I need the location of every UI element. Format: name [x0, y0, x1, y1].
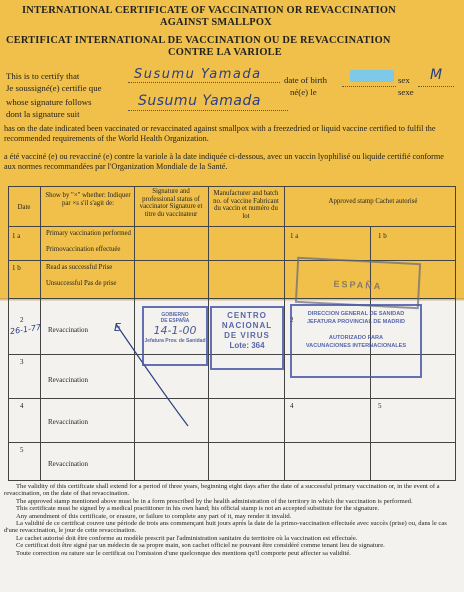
- row-5-num: 5: [20, 446, 24, 454]
- stamp-4-label: 4: [290, 402, 294, 410]
- holder-signature: Susumu Yamada: [138, 93, 261, 109]
- jefatura-stamp: [290, 304, 422, 378]
- row-1a-label: 1 a: [12, 232, 21, 240]
- jefatura-line4: VACUNACIONES INTERNACIONALES: [305, 343, 407, 349]
- certify-label-en: This is to certify that: [6, 71, 80, 81]
- jefatura-line3: AUTORIZADO PARA: [328, 335, 384, 341]
- gobierno-line3: Jefatura Prov. de Sanidad: [144, 338, 206, 344]
- certify-label-fr: Je soussigné(e) certifie que: [6, 83, 102, 93]
- read-successful: Read as successful Prise: [46, 264, 113, 271]
- centro-line2: NACIONAL: [221, 321, 273, 330]
- col-date: Date: [17, 204, 31, 211]
- stamp-5-label: 5: [378, 402, 382, 410]
- sex-underline: [418, 86, 454, 87]
- centro-line3: DE VIRUS: [224, 331, 270, 340]
- footer-note-6: Le cachet autorisé doit être conforme au modèle prescrit par l'administration sanitaire du territoire où la vaccination est effectuée.: [16, 534, 358, 542]
- row-3-num: 3: [20, 358, 24, 366]
- title-fr-line1: CERTIFICAT INTERNATIONAL DE VACCINATION OU DE REVACCINATION: [6, 35, 391, 46]
- footer-notes: [4, 483, 458, 557]
- col-show: Show by "×" whether: Indiquer par ×s s'il s'agit de:: [45, 192, 131, 207]
- col-signature: Signature and professional status of vaccinator Signature et titre du vaccinateur: [139, 188, 203, 218]
- signature-label-fr: dont la signature suit: [6, 109, 80, 119]
- row-2-label: Revaccination: [48, 326, 89, 334]
- espana-stamp: [295, 257, 421, 309]
- title-en-line2: AGAINST SMALLPOX: [160, 17, 272, 28]
- title-en-line1: INTERNATIONAL CERTIFICATE OF VACCINATION OR REVACCINATION: [22, 5, 396, 16]
- jefatura-line2: JEFATURA PROVINCIAL DE MADRID: [306, 319, 406, 325]
- footer-note-4: Any amendment of this certificate, or erasure, or failure to complete any part of it, may render it invalid.: [16, 512, 292, 520]
- centro-line1: CENTRO: [227, 311, 267, 320]
- dob-label-fr: né(e) le: [290, 87, 317, 97]
- footer-note-7: Ce certificat doit être signé par un médecin de sa propre main, son cachet officiel ne pouvant être considéré comme tenant lieu de signature.: [16, 542, 385, 550]
- stamp-1b-label: 1 b: [378, 232, 387, 240]
- espana-stamp-text: ESPAÑA: [333, 278, 383, 292]
- sex-label-fr: sexe: [398, 87, 414, 97]
- stamp-1a-label: 1 a: [290, 232, 299, 240]
- gobierno-line1: GOBIERNO: [161, 312, 189, 318]
- statement-en: has on the date indicated been vaccinated or revaccinated against smallpox with a freezedried or liquid vaccine certified to fulfil the recommended requirements of the World Health Organization.: [4, 124, 436, 143]
- signature-underline: [128, 110, 288, 111]
- footer-note-1: The validity of this certificate shall extend for a period of three years, beginning eight days after the date of a successful primary vaccination or, in the event of a revaccination, on the date of that revaccination.: [4, 483, 440, 498]
- primo-effectuee: Primovaccination effectuée: [46, 246, 121, 253]
- jefatura-line1: DIRECCION GENERAL DE SANIDAD: [307, 311, 405, 317]
- dob-underline: [342, 86, 396, 87]
- row-3-label: Revaccination: [48, 376, 89, 384]
- col-manufacturer: Manufacturer and batch no. of vaccine Fabricant du vaccin et numéro du lot: [213, 190, 279, 220]
- col-approved: Approved stamp Cachet autorisé: [328, 198, 418, 205]
- footer-note-3: This certificate must be signed by a medical practitioner in his own hand; his official stamp is not an accepted substitute for the signature.: [16, 505, 380, 513]
- title-fr-line2: CONTRE LA VARIOLE: [168, 47, 282, 58]
- centro-lote: Lote: 364: [229, 341, 265, 350]
- row-2-num: 2: [20, 316, 24, 324]
- gobierno-stamp: [142, 306, 208, 366]
- unsuccessful: Unsuccessful Pas de prise: [46, 280, 117, 287]
- footer-note-8: Toute correction ou rature sur le certificat ou l'omission d'une quelconque des mentions qu'il comporte peut affecter sa validité.: [16, 549, 351, 557]
- row-2-date: 26-1-77: [9, 322, 42, 337]
- dob-label-en: date of birth: [284, 75, 327, 85]
- stamp-2-label: 2: [290, 316, 294, 324]
- row-4-num: 4: [20, 402, 24, 410]
- signature-label-en: whose signature follows: [6, 97, 92, 107]
- statement-fr: a été vacciné (e) ou revacciné (e) contre la variole à la date indiquée ci-dessous, avec un vaccin lyophilisé ou liquide certifié conforme aux normes recommandées par l'Organization Mondiale de la Santé.: [4, 152, 444, 171]
- sex-value: M: [430, 67, 443, 83]
- row-2-mark: E: [114, 321, 121, 334]
- centro-stamp: [210, 306, 284, 370]
- primary-performed: Primary vaccination performed: [46, 230, 131, 237]
- footer-note-2: The approved stamp mentioned above must be in a form prescribed by the health administration of the territory in which the vaccination is performed.: [16, 497, 413, 505]
- name-underline: [128, 82, 280, 83]
- row-4-label: Revaccination: [48, 418, 89, 426]
- holder-name: Susumu Yamada: [134, 67, 262, 82]
- row-1b-label: 1 b: [12, 264, 21, 272]
- row-5-label: Revaccination: [48, 460, 89, 468]
- gobierno-line2: DE ESPAÑA: [160, 318, 190, 324]
- dob-redaction: [350, 70, 394, 82]
- footer-note-5: La validité de ce certificat couvre une période de trois ans commençant huit jours après la date de la primo-vaccination effectuée avec succès (prise) ou, dans le cas d'une revaccination, le jour de cette revaccination.: [4, 520, 447, 535]
- sex-label-en: sex: [398, 75, 410, 85]
- gobierno-date: 14-1-00: [153, 324, 197, 337]
